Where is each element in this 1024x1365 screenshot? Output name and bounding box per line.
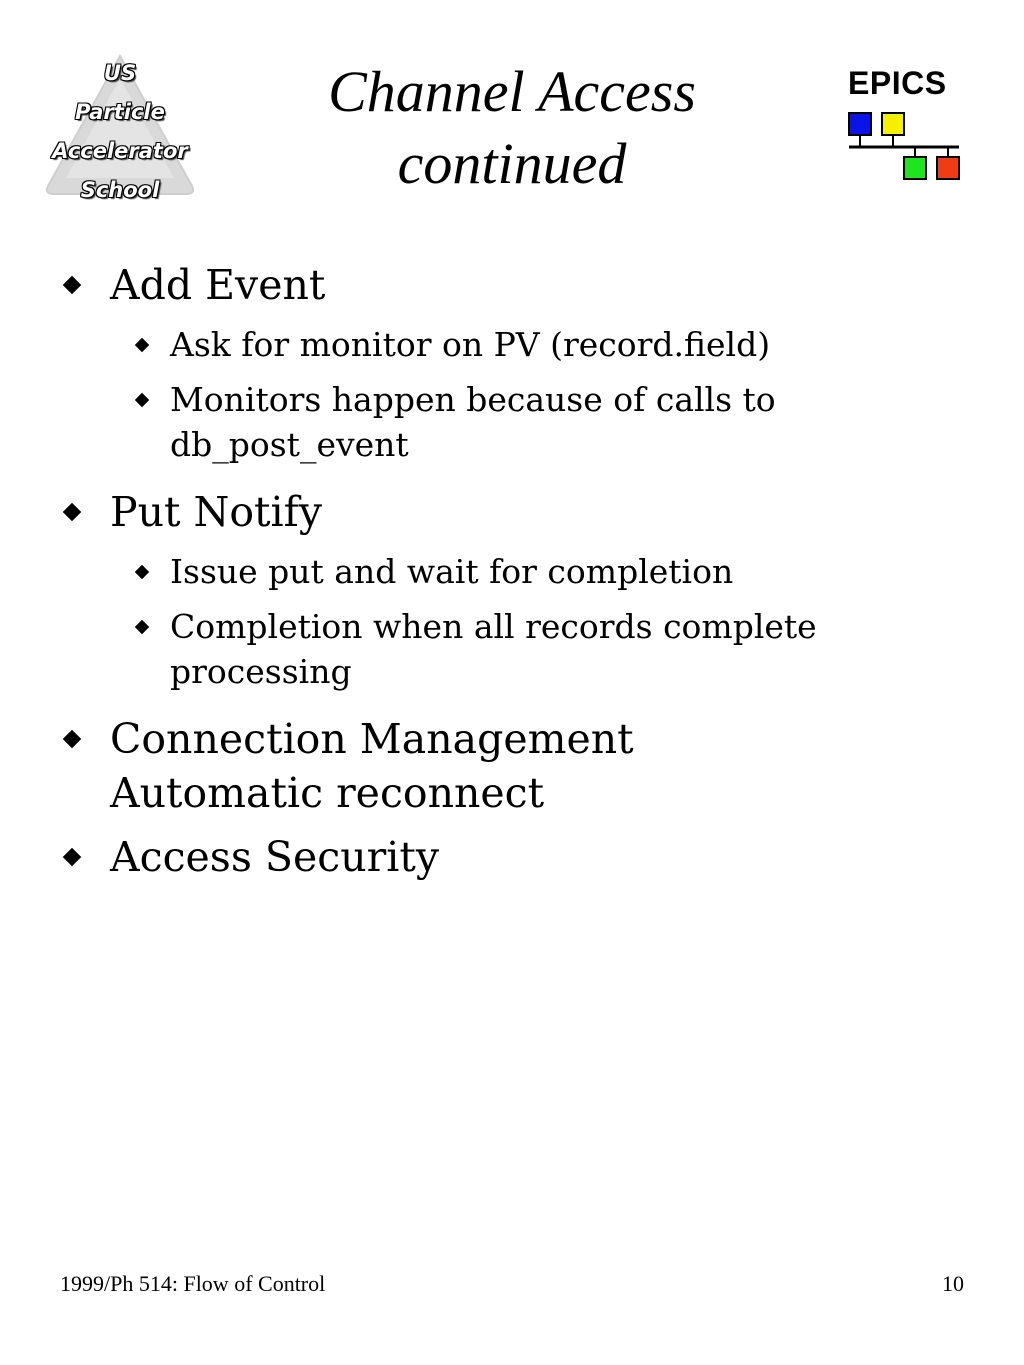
sub-bullet-item [60,604,960,694]
bullet-item [60,712,960,820]
diamond-bullet-icon [135,620,149,634]
sub-bullet-item [60,549,960,594]
uspas-logo [40,48,200,208]
logo-line-particle: Particle [75,100,165,124]
bullet-text: Automatic reconnect [110,769,545,817]
logo-line-accelerator: Accelerator [52,139,188,163]
title-line-1: Channel Access [328,59,696,124]
diamond-bullet-icon [63,276,82,295]
slide-title [262,56,762,200]
diamond-bullet-icon [135,338,149,352]
bullet-text: Put Notify [110,488,322,536]
logo-line-us: US [103,61,137,85]
diamond-bullet-icon [63,503,82,522]
bullet-item [60,258,960,312]
sub-bullet-text: processing [170,652,352,691]
bullet-text: Add Event [110,261,326,309]
sub-bullet-text: Ask for monitor on PV (record.field) [170,325,771,364]
bullet-list [60,258,960,894]
diamond-bullet-icon [135,565,149,579]
page-number: 10 [942,1271,964,1296]
bullet-text: Access Security [110,833,439,881]
sub-bullet-text: Issue put and wait for completion [170,552,734,591]
bullet-item [60,485,960,539]
network-nodes-icon [846,108,966,184]
sub-bullet-text: db_post_event [170,425,409,464]
diamond-bullet-icon [135,393,149,407]
sub-bullet-item [60,377,960,467]
bullet-text: Connection Management [110,715,634,763]
diamond-bullet-icon [63,848,82,867]
sub-bullet-text: Monitors happen because of calls to [170,380,776,419]
sub-bullet-text: Completion when all records complete [170,607,817,646]
sub-bullet-item [60,322,960,367]
diamond-bullet-icon [63,730,82,749]
bullet-item [60,830,960,884]
epics-label: EPICS [848,65,947,101]
footer-course-label: 1999/Ph 514: Flow of Control [60,1271,326,1296]
epics-logo [846,64,966,184]
title-line-2: continued [397,131,627,196]
logo-line-school: School [80,178,160,202]
